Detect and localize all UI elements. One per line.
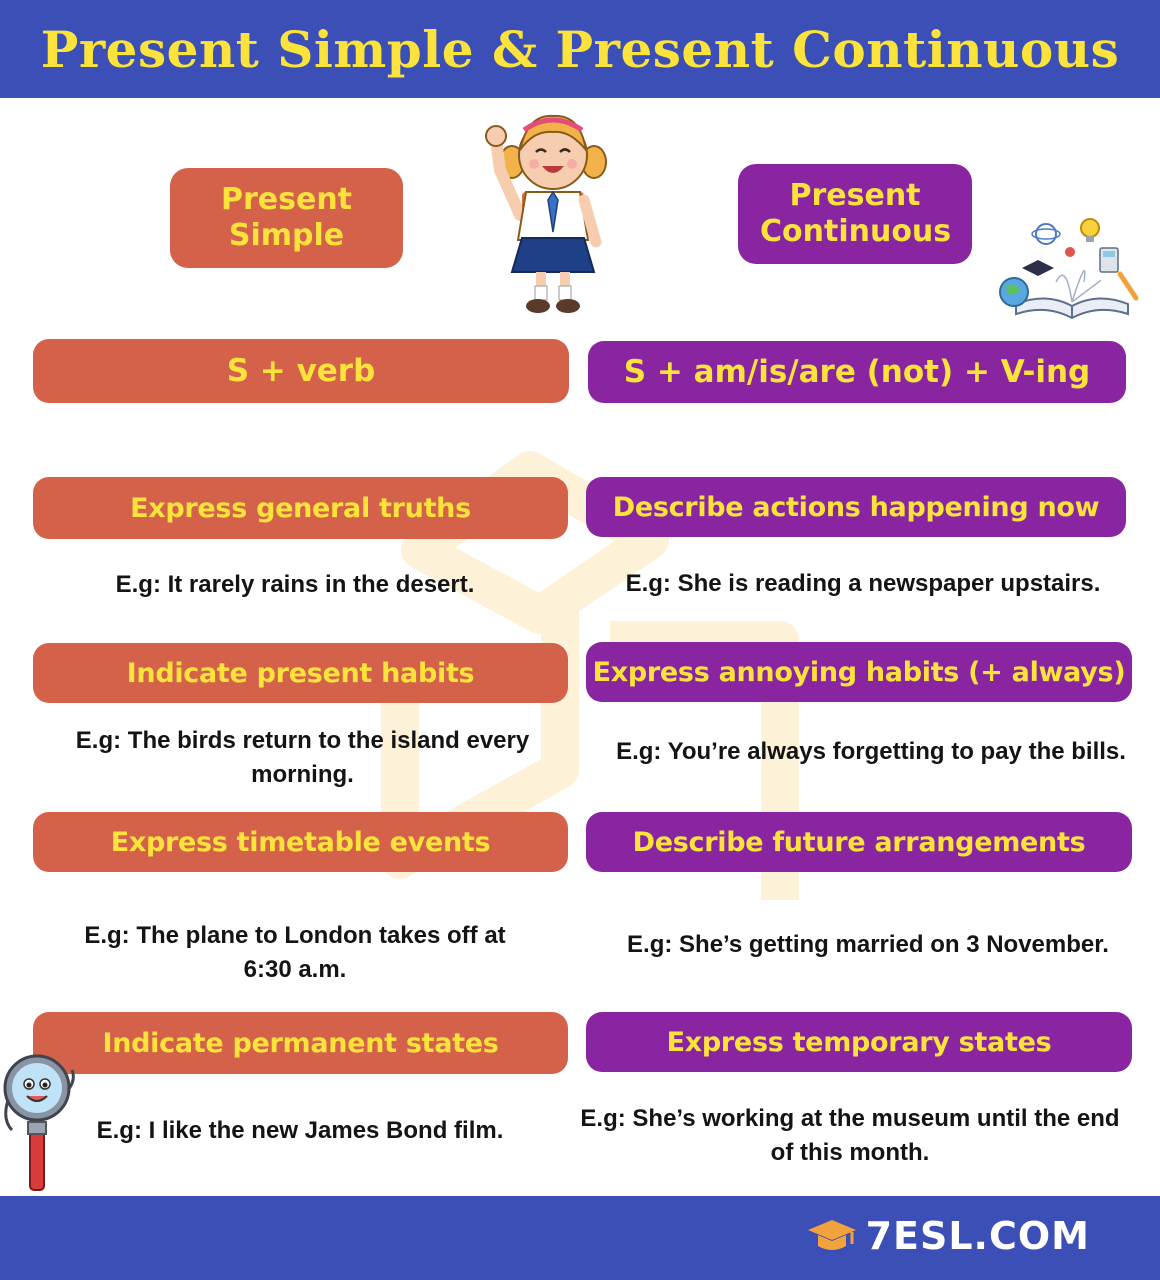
present-simple-title-text: Present Simple: [220, 182, 353, 253]
page-title: Present Simple & Present Continuous: [40, 19, 1120, 79]
continuous-use-text: Describe future arrangements: [632, 826, 1086, 858]
simple-use-pill: [33, 477, 568, 539]
simple-use-text: Express timetable events: [110, 826, 491, 858]
header-banner: [0, 0, 1160, 98]
simple-use-text: Indicate present habits: [126, 657, 475, 689]
graduation-cap-icon: [806, 1216, 858, 1256]
present-simple-formula-text: S + verb: [226, 353, 376, 389]
simple-example: E.g: It rarely rains in the desert.: [115, 571, 475, 598]
simple-example: E.g: The plane to London takes off at 6:30 a.m.: [84, 922, 506, 983]
simple-use-text: Indicate permanent states: [102, 1027, 499, 1059]
continuous-example: E.g: She’s working at the museum until the end of this month.: [580, 1105, 1120, 1166]
continuous-use-text: Express annoying habits (+ always): [592, 656, 1126, 688]
girl-student-icon: [478, 100, 628, 322]
continuous-use-pill: [586, 1012, 1132, 1072]
continuous-use-text: Express temporary states: [666, 1026, 1052, 1058]
continuous-use-pill: [586, 642, 1132, 702]
continuous-use-pill: [586, 812, 1132, 872]
simple-use-pill: [33, 812, 568, 872]
footer-banner: [0, 1196, 1160, 1280]
simple-use-pill: [33, 1012, 568, 1074]
simple-example: E.g: The birds return to the island every morning.: [75, 727, 530, 788]
continuous-use-pill: [586, 477, 1126, 537]
present-continuous-formula-text: S + am/is/are (not) + V-ing: [623, 354, 1091, 390]
continuous-example: E.g: You’re always forgetting to pay the bills.: [616, 738, 1126, 765]
present-continuous-formula: [588, 341, 1126, 403]
continuous-example: E.g: She is reading a newspaper upstairs.: [625, 570, 1101, 597]
present-continuous-title-text: Present Continuous: [760, 178, 952, 249]
continuous-use-text: Describe actions happening now: [612, 491, 1100, 523]
simple-use-pill: [33, 643, 568, 703]
brand-text: 7ESL.COM: [865, 1214, 1090, 1258]
simple-example: E.g: I like the new James Bond film.: [96, 1117, 504, 1144]
brand-logo: [806, 1214, 1090, 1258]
simple-use-text: Express general truths: [130, 492, 471, 524]
magnifier-mascot-icon: [2, 1050, 82, 1195]
present-simple-title: [170, 168, 403, 268]
present-simple-formula: [33, 339, 569, 403]
present-continuous-title: [738, 164, 972, 264]
education-book-icon: [996, 212, 1148, 324]
continuous-example: E.g: She’s getting married on 3 November.: [627, 931, 1109, 958]
